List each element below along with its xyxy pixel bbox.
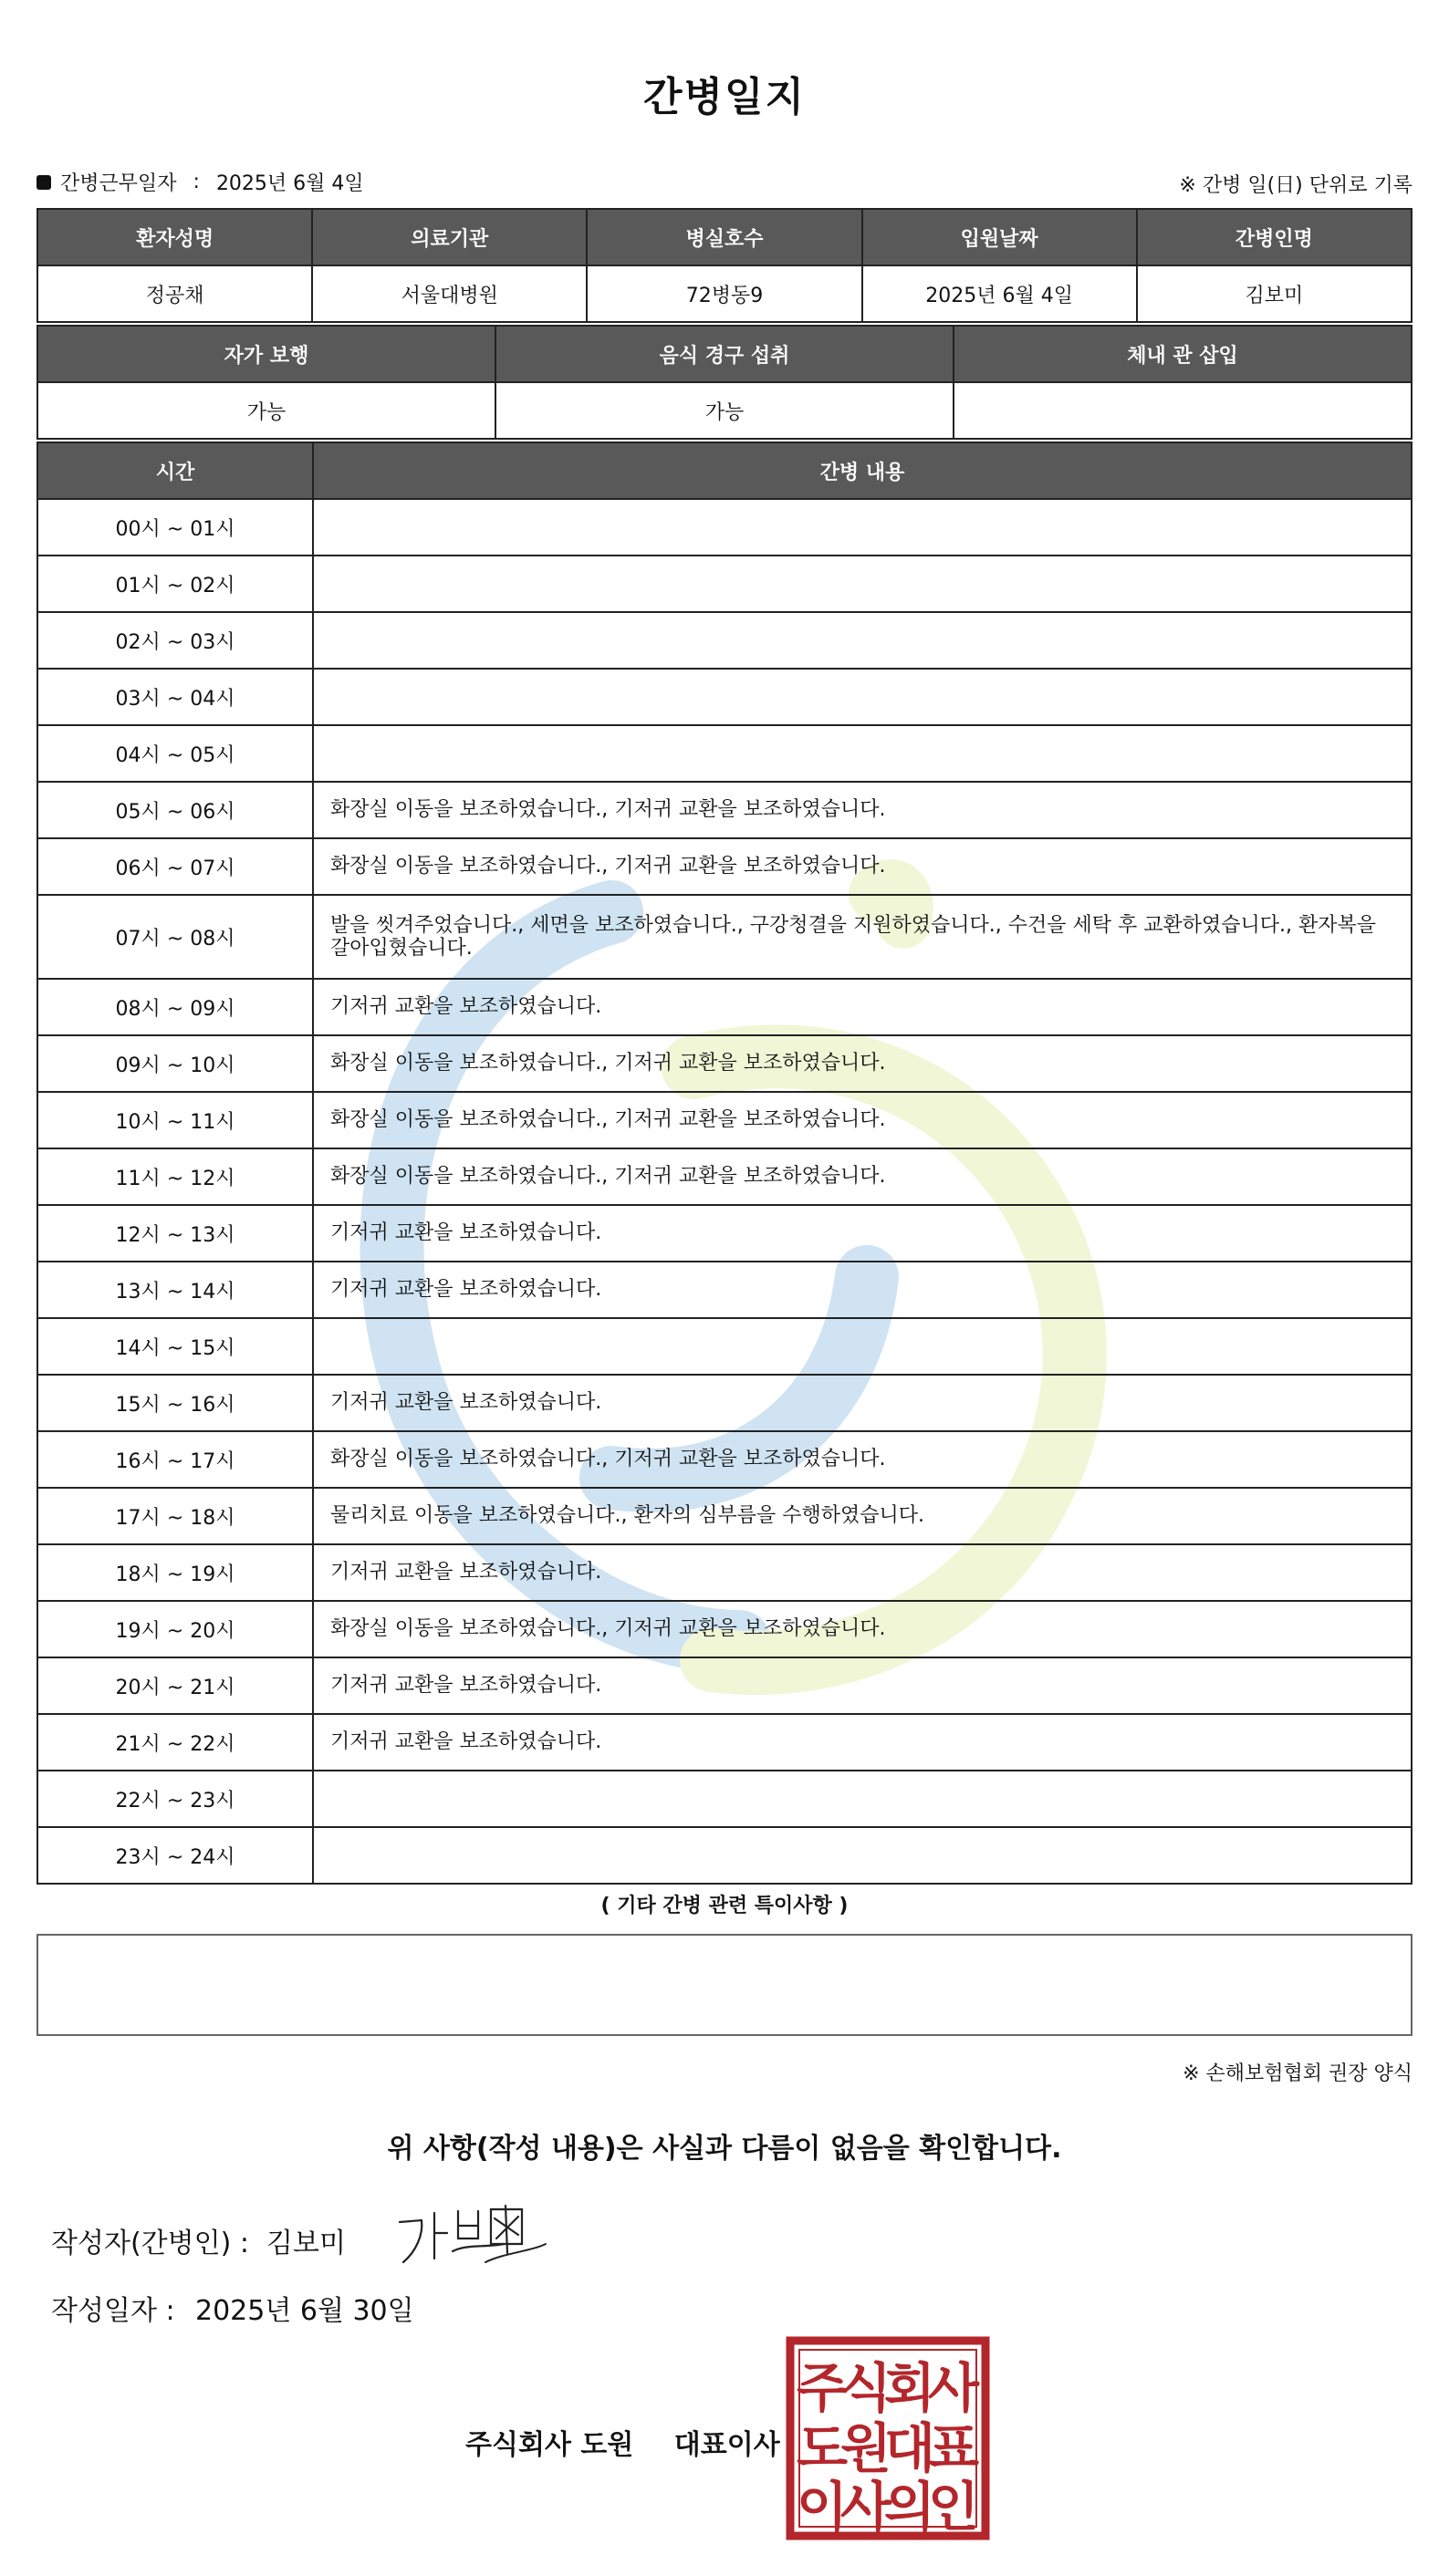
svg-text:도: 도 <box>796 2417 849 2479</box>
svg-text:주: 주 <box>796 2357 849 2419</box>
header-oral-intake: 음식 경구 섭취 <box>495 326 954 382</box>
care-time-cell: 21시 ~ 22시 <box>37 1714 313 1771</box>
svg-text:인: 인 <box>927 2476 980 2538</box>
header-patient-name: 환자성명 <box>37 209 312 265</box>
table-row <box>37 979 1412 1035</box>
patient-status-header-row <box>37 326 1412 382</box>
care-content-cell: 발을 씻겨주었습니다., 세면을 보조하였습니다., 구강청결을 지원하였습니다., 수건을 세탁 후 교환하였습니다., 환자복을 갈아입혔습니다. <box>313 895 1412 979</box>
tube-insertion-value <box>954 382 1412 439</box>
care-time-cell: 14시 ~ 15시 <box>37 1318 313 1375</box>
care-content-cell <box>313 612 1412 669</box>
patient-info-header-row <box>37 209 1412 265</box>
table-row <box>37 1488 1412 1544</box>
care-content-cell <box>313 556 1412 612</box>
care-content-cell: 화장실 이동을 보조하였습니다., 기저귀 교환을 보조하였습니다. <box>313 1148 1412 1205</box>
care-content-cell: 기저귀 교환을 보조하였습니다. <box>313 979 1412 1035</box>
table-row <box>37 1544 1412 1601</box>
patient-info-table <box>36 208 1413 323</box>
patient-status-table <box>36 325 1413 440</box>
room-number: 72병동9 <box>587 265 861 322</box>
care-content-cell: 화장실 이동을 보조하였습니다., 기저귀 교환을 보조하였습니다. <box>313 1035 1412 1092</box>
care-time-cell: 05시 ~ 06시 <box>37 782 313 838</box>
table-row <box>37 1148 1412 1205</box>
care-time-cell: 12시 ~ 13시 <box>37 1205 313 1262</box>
care-time-cell: 18시 ~ 19시 <box>37 1544 313 1601</box>
header-care-content: 간병 내용 <box>313 442 1412 499</box>
care-log-header-row <box>37 442 1412 499</box>
special-notes-title: ( 기타 간병 관련 특이사항 ) <box>600 1895 849 1917</box>
header-tube-insertion: 체내 관 삽입 <box>954 326 1412 382</box>
admission-date: 2025년 6월 4일 <box>862 265 1137 322</box>
recommended-form-note: ※ 손해보험협회 권장 양식 <box>1183 2062 1413 2085</box>
representative-title: 대표이사 <box>673 2429 780 2461</box>
care-content-cell: 기저귀 교환을 보조하였습니다. <box>313 1262 1412 1318</box>
company-signature-line <box>465 2422 780 2462</box>
special-notes-box <box>36 1934 1413 2036</box>
care-time-cell: 08시 ~ 09시 <box>37 979 313 1035</box>
care-time-cell: 19시 ~ 20시 <box>37 1601 313 1657</box>
caregiver-name: 김보미 <box>1137 265 1412 322</box>
written-date-row <box>51 2288 414 2328</box>
table-row <box>37 1601 1412 1657</box>
svg-text:의: 의 <box>883 2476 936 2538</box>
care-content-cell <box>313 1318 1412 1375</box>
record-unit-note: ※ 간병 일(日) 단위로 기록 <box>1179 174 1413 197</box>
care-content-cell: 기저귀 교환을 보조하였습니다. <box>313 1205 1412 1262</box>
table-row <box>37 895 1412 979</box>
care-time-cell: 16시 ~ 17시 <box>37 1431 313 1488</box>
care-content-cell <box>313 499 1412 556</box>
care-time-cell: 02시 ~ 03시 <box>37 612 313 669</box>
care-content-cell <box>313 1827 1412 1884</box>
care-content-cell: 화장실 이동을 보조하였습니다., 기저귀 교환을 보조하였습니다. <box>313 1601 1412 1657</box>
work-date-separator: : <box>193 171 200 193</box>
header-self-walking: 자가 보행 <box>37 326 495 382</box>
care-time-cell: 10시 ~ 11시 <box>37 1092 313 1148</box>
confirmation-statement: 위 사항(작성 내용)은 사실과 다름이 없음을 확인합니다. <box>387 2133 1062 2165</box>
document-title: 간병일지 <box>642 74 806 120</box>
table-row <box>37 1035 1412 1092</box>
table-row <box>37 1375 1412 1431</box>
svg-text:원: 원 <box>839 2417 892 2479</box>
care-time-cell: 00시 ~ 01시 <box>37 499 313 556</box>
table-row <box>37 725 1412 782</box>
table-row <box>37 1318 1412 1375</box>
care-content-cell: 기저귀 교환을 보조하였습니다. <box>313 1375 1412 1431</box>
care-content-cell: 화장실 이동을 보조하였습니다., 기저귀 교환을 보조하였습니다. <box>313 838 1412 895</box>
care-content-cell: 물리치료 이동을 보조하였습니다., 환자의 심부름을 수행하였습니다. <box>313 1488 1412 1544</box>
svg-text:식: 식 <box>839 2357 892 2419</box>
care-content-cell: 기저귀 교환을 보조하였습니다. <box>313 1714 1412 1771</box>
work-date-value: 2025년 6월 4일 <box>215 172 364 195</box>
care-content-cell <box>313 725 1412 782</box>
care-log-table <box>36 441 1413 1885</box>
hospital-name: 서울대병원 <box>312 265 587 322</box>
care-content-cell: 화장실 이동을 보조하였습니다., 기저귀 교환을 보조하였습니다. <box>313 1431 1412 1488</box>
care-time-cell: 09시 ~ 10시 <box>37 1035 313 1092</box>
care-log-body <box>37 499 1412 1884</box>
svg-text:이: 이 <box>796 2476 849 2538</box>
patient-info-value-row <box>37 265 1412 322</box>
written-date-label: 작성일자 : <box>51 2295 175 2327</box>
table-row <box>37 556 1412 612</box>
table-row <box>37 782 1412 838</box>
writer-label: 작성자(간병인) : <box>51 2228 249 2259</box>
care-time-cell: 04시 ~ 05시 <box>37 725 313 782</box>
table-row <box>37 1827 1412 1884</box>
care-time-cell: 11시 ~ 12시 <box>37 1148 313 1205</box>
header-time: 시간 <box>37 442 313 499</box>
table-row <box>37 499 1412 556</box>
table-row <box>37 612 1412 669</box>
work-date-label: 간병근무일자 <box>60 172 177 195</box>
company-seal-stamp <box>785 2335 991 2541</box>
header-admission-date: 입원날짜 <box>862 209 1137 265</box>
care-time-cell: 13시 ~ 14시 <box>37 1262 313 1318</box>
care-time-cell: 01시 ~ 02시 <box>37 556 313 612</box>
svg-text:사: 사 <box>927 2357 980 2419</box>
svg-text:회: 회 <box>883 2357 936 2419</box>
writer-name: 김보미 <box>266 2228 346 2259</box>
company-name: 주식회사 도원 <box>465 2429 634 2461</box>
table-row <box>37 1431 1412 1488</box>
header-room: 병실호수 <box>587 209 861 265</box>
care-time-cell: 15시 ~ 16시 <box>37 1375 313 1431</box>
care-time-cell: 17시 ~ 18시 <box>37 1488 313 1544</box>
table-row <box>37 1771 1412 1827</box>
writer-row <box>51 2220 346 2260</box>
patient-name: 정공채 <box>37 265 312 322</box>
care-time-cell: 23시 ~ 24시 <box>37 1827 313 1884</box>
care-time-cell: 06시 ~ 07시 <box>37 838 313 895</box>
header-hospital: 의료기관 <box>312 209 587 265</box>
handwritten-signature <box>394 2198 549 2271</box>
care-time-cell: 20시 ~ 21시 <box>37 1657 313 1714</box>
table-row <box>37 838 1412 895</box>
self-walking-value: 가능 <box>37 382 495 439</box>
written-date-value: 2025년 6월 30일 <box>195 2295 414 2327</box>
svg-text:사: 사 <box>839 2476 892 2538</box>
svg-text:표: 표 <box>927 2417 980 2479</box>
care-time-cell: 22시 ~ 23시 <box>37 1771 313 1827</box>
work-date-row <box>36 164 1413 197</box>
care-time-cell: 07시 ~ 08시 <box>37 895 313 979</box>
care-content-cell: 화장실 이동을 보조하였습니다., 기저귀 교환을 보조하였습니다. <box>313 1092 1412 1148</box>
table-row <box>37 1714 1412 1771</box>
table-row <box>37 1657 1412 1714</box>
header-caregiver-name: 간병인명 <box>1137 209 1412 265</box>
oral-intake-value: 가능 <box>495 382 954 439</box>
table-row <box>37 669 1412 725</box>
svg-text:대: 대 <box>883 2417 936 2479</box>
care-content-cell <box>313 1771 1412 1827</box>
care-content-cell: 화장실 이동을 보조하였습니다., 기저귀 교환을 보조하였습니다. <box>313 782 1412 838</box>
table-row <box>37 1262 1412 1318</box>
patient-status-value-row <box>37 382 1412 439</box>
care-content-cell <box>313 669 1412 725</box>
table-row <box>37 1205 1412 1262</box>
table-row <box>37 1092 1412 1148</box>
care-content-cell: 기저귀 교환을 보조하였습니다. <box>313 1657 1412 1714</box>
care-time-cell: 03시 ~ 04시 <box>37 669 313 725</box>
square-bullet-icon <box>36 175 51 190</box>
care-content-cell: 기저귀 교환을 보조하였습니다. <box>313 1544 1412 1601</box>
